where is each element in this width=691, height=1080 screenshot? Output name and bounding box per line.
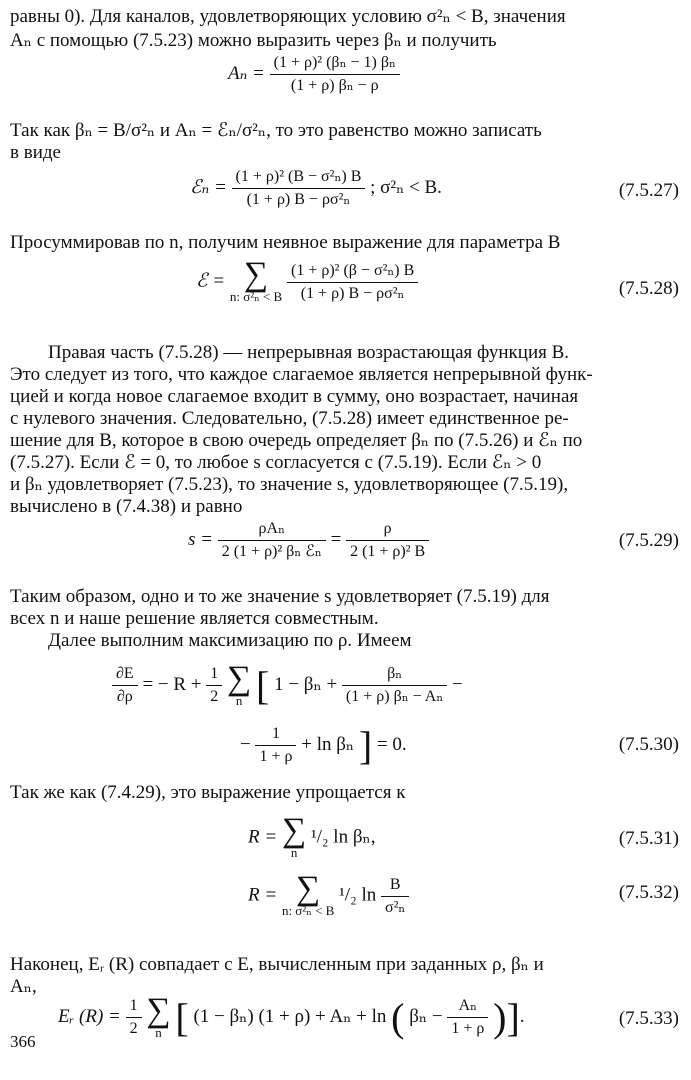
- text-line: всех n и наше решение является совместным.: [10, 608, 379, 629]
- equation-number: (7.5.29): [618, 530, 679, 551]
- equation-7-5-33: Eᵣ (R) = $\frac{1}{2}$ ∑ n [ (1 − βₙ) (1 + ρ) + Aₙ + ln ( βₙ − $\frac{\text{Aₙ}}{1 + \rho}$ )].: [58, 991, 525, 1040]
- equation-number: (7.5.30): [618, 734, 679, 755]
- equation-number: (7.5.33): [618, 1008, 679, 1029]
- equation-7-5-29: s = $\frac{\text{ρAₙ}}{\text{2 (1 + ρ)² βₙ ℰₙ}}$ = $\frac{\rho}{\text{2 (1 + ρ)² B}}$: [188, 520, 429, 561]
- text-line: Aₙ,: [10, 976, 37, 997]
- text-line: равны 0). Для каналов, удовлетворяющих условию σ²ₙ < B, значения: [10, 6, 566, 27]
- equation-number: (7.5.28): [618, 278, 679, 299]
- text-line: (7.5.27). Если ℰ = 0, то любое s согласуется с (7.5.19). Если ℰₙ > 0: [10, 452, 542, 473]
- equation-7-5-30-line1: $\frac{\partial E}{\partial\rho}$ = − R + $\frac{1}{2}$ ∑ n [ 1 − βₙ + $\frac{\text{βₙ}}{\text{(1 + ρ) βₙ − Aₙ}}$ −: [112, 662, 463, 709]
- equation-7-5-27: ℰₙ = $\frac{\text{(1 + ρ)² (B − σ²ₙ) B}}{\text{(1 + ρ) B − ρσ²ₙ}}$ ; σ²ₙ < B.: [190, 168, 442, 208]
- text-line: Наконец, Eᵣ (R) совпадает с E, вычисленным при заданных ρ, βₙ и: [10, 954, 544, 975]
- text-line: Далее выполним максимизацию по ρ. Имеем: [48, 630, 412, 651]
- text-line: вычислено в (7.4.38) и равно: [10, 496, 243, 517]
- text-line: Правая часть (7.5.28) — непрерывная возрастающая функция B.: [48, 342, 570, 363]
- equation-7-5-32: R = ∑ n: σ²ₙ < B ¹/₂ ln $\frac{B}{\text{σ²ₙ}}$: [248, 874, 409, 918]
- text-line: Так же как (7.4.29), это выражение упрощается к: [10, 782, 406, 803]
- equation-number: (7.5.32): [618, 882, 679, 903]
- equation-7-5-30-line2: − $\frac{1}{1 + \rho}$ + ln βₙ ] = 0.: [240, 723, 407, 768]
- text-line: Просуммировав по n, получим неявное выражение для параметра B: [10, 232, 561, 253]
- text-line: цией и когда новое слагаемое входит в сумму, оно возрастает, начиная: [10, 386, 579, 407]
- text-line: Это следует из того, что каждое слагаемое является непрерывной функ-: [10, 364, 593, 385]
- equation-number: (7.5.31): [618, 828, 679, 849]
- text-line: Так как βₙ = B/σ²ₙ и Aₙ = ℰₙ/σ²ₙ, то это равенство можно записать: [10, 120, 542, 141]
- text-line: шение для B, которое в свою очередь определяет βₙ по (7.5.26) и ℰₙ по: [10, 430, 583, 451]
- text-line: с нулевого значения. Следовательно, (7.5.28) имеет единственное ре-: [10, 408, 569, 429]
- equation-A-n: Aₙ = $\frac{\text{(1 + ρ)² (βₙ − 1) βₙ}}{\text{(1 + ρ) βₙ − ρ}}$: [228, 54, 400, 95]
- page-number: 366: [10, 1032, 36, 1051]
- equation-number: (7.5.27): [618, 180, 679, 201]
- text-line: Таким образом, одно и то же значение s удовлетворяет (7.5.19) для: [10, 586, 550, 607]
- text-line: Aₙ с помощью (7.5.23) можно выразить через βₙ и получить: [10, 30, 497, 51]
- text-line: и βₙ удовлетворяет (7.5.23), то значение s, удовлетворяющее (7.5.19),: [10, 474, 569, 495]
- text-line: в виде: [10, 142, 61, 163]
- equation-7-5-31: R = ∑ n ¹/₂ ln βₙ,: [248, 812, 376, 860]
- equation-7-5-28: ℰ = ∑ n: σ²ₙ < B $\frac{\text{(1 + ρ)² (β − σ²ₙ) B}}{\text{(1 + ρ) B − ρσ²ₙ}}$: [196, 260, 418, 304]
